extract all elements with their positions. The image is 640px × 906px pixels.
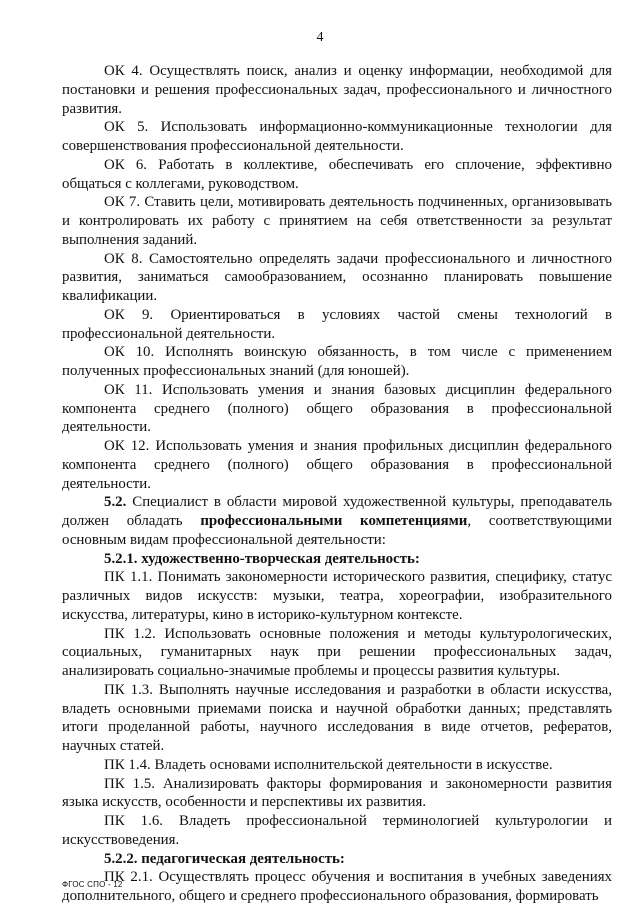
paragraph-pk1-1: ПК 1.1. Понимать закономерности исторического развития, специфику, статус различных видов искусств: музыки, театра, хореографии, изобразительного искусства, литературы, кино в историко-культурном контексте.	[62, 569, 612, 623]
paragraph-pk1-5: ПК 1.5. Анализировать факторы формирования и закономерности развития языка искусств, особенности и перспективы их развития.	[62, 775, 612, 811]
paragraph-ok9: ОК 9. Ориентироваться в условиях частой смены технологий в профессиональной деятельности.	[62, 306, 612, 342]
paragraph-pk1-2: ПК 1.2. Использовать основные положения и методы культурологических, социальных, гуманитарных наук при решении профессиональных задач, анализировать социально-значимые проблемы и процессы развития культуры.	[62, 625, 612, 679]
section-bold-term: профессиональными компетенциями	[200, 513, 468, 529]
paragraph-pk1-4: ПК 1.4. Владеть основами исполнительской деятельности в искусстве.	[104, 756, 553, 773]
paragraph-ok8: ОК 8. Самостоятельно определять задачи профессионального и личностного развития, заниматься самообразованием, осознанно планировать повышение квалификации.	[62, 250, 612, 304]
paragraph-pk1-6: ПК 1.6. Владеть профессиональной терминологией культурологии и искусствоведения.	[62, 813, 612, 848]
paragraph-pk2-1: ПК 2.1. Осуществлять процесс обучения и воспитания в учебных заведениях дополнительного, общего и среднего профессионального образования, формировать	[62, 869, 612, 904]
paragraph-ok11: ОК 11. Использовать умения и знания базовых дисциплин федерального компонента среднего (полного) общего образования в профессиональной деятельности.	[62, 381, 612, 436]
paragraph-pk1-3: ПК 1.3. Выполнять научные исследования и разработки в области искусства, владеть основными приемами поиска и научной обработки данных; представлять итоги проделанной работы, научного исследования в виде отчетов, рефератов, научных статей.	[62, 681, 612, 754]
section-text-before: Специалист в области мировой художественной культуры, преподаватель должен обладать	[62, 494, 612, 529]
document-body	[62, 62, 612, 906]
heading-5-2-2: 5.2.2. педагогическая деятельность:	[104, 850, 345, 867]
paragraph-section-5-2	[62, 493, 612, 549]
footer-label: ФГОС СПО - 12	[62, 880, 123, 889]
section-text-after: , соответствующими основным видам профессиональной деятельности:	[62, 513, 612, 548]
paragraph-ok7: ОК 7. Ставить цели, мотивировать деятельность подчиненных, организовывать и контролировать их работу с принятием на себя ответственности за результат выполнения заданий.	[62, 194, 612, 248]
section-number: 5.2.	[104, 494, 127, 511]
paragraph-ok5: ОК 5. Использовать информационно-коммуникационные технологии для совершенствования профессиональной деятельности.	[62, 119, 612, 154]
paragraph-ok6: ОК 6. Работать в коллективе, обеспечивать его сплочение, эффективно общаться с коллегами, руководством.	[62, 156, 612, 192]
paragraph-ok12: ОК 12. Использовать умения и знания профильных дисциплин федерального компонента среднего (полного) общего образования в профессиональной деятельности.	[62, 438, 612, 492]
paragraph-ok4: ОК 4. Осуществлять поиск, анализ и оценку информации, необходимой для постановки и решения профессиональных задач, профессионального и личностного развития.	[62, 63, 612, 117]
heading-5-2-1: 5.2.1. художественно-творческая деятельность:	[104, 550, 420, 567]
paragraph-ok10: ОК 10. Исполнять воинскую обязанность, в том числе с применением полученных профессиональных знаний (для юношей).	[62, 344, 612, 379]
page-number: 4	[316, 30, 324, 45]
